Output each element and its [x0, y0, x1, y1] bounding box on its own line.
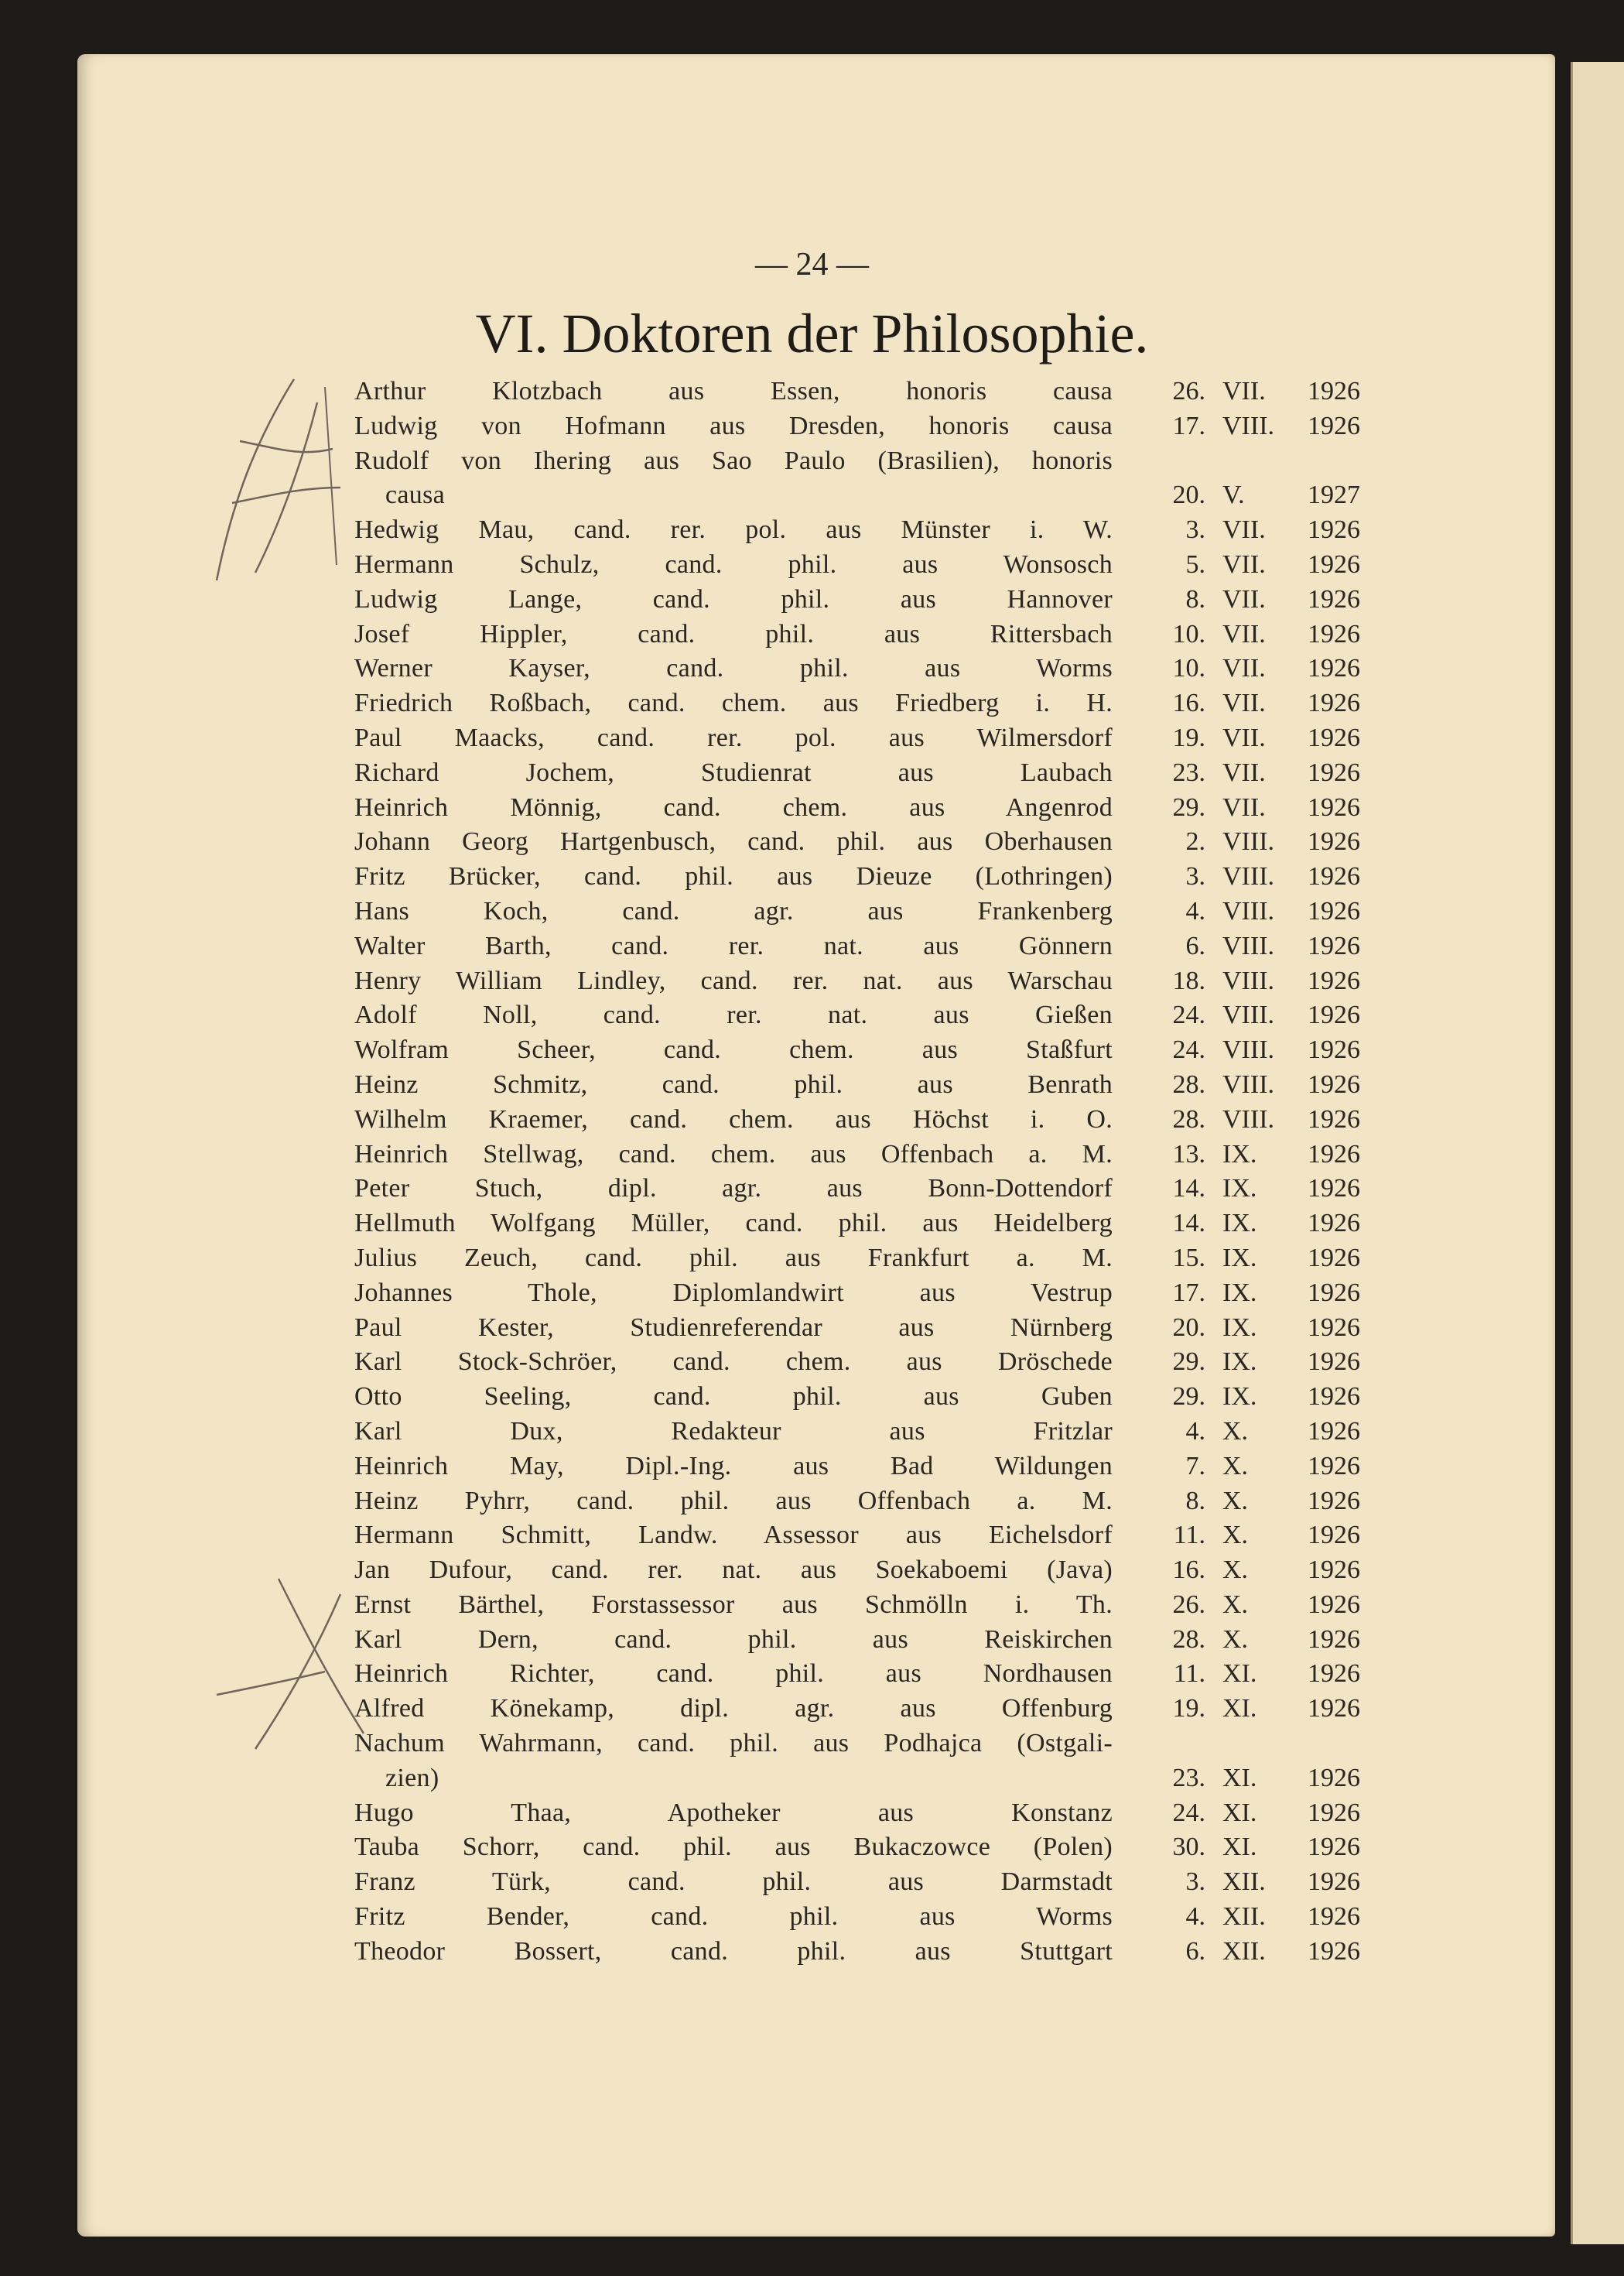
list-item: [354, 1276, 1360, 1311]
date-year: 1926: [1308, 619, 1360, 649]
entry-name: Hugo Thaa, Apotheker aus Konstanz: [354, 1798, 1113, 1827]
date-day: 28.: [1172, 1624, 1205, 1654]
date-day: 29.: [1172, 792, 1205, 822]
date-day: 26.: [1172, 377, 1205, 406]
date-month: XI.: [1222, 1798, 1257, 1827]
date-day: 13.: [1172, 1139, 1205, 1169]
date-month: VII.: [1222, 584, 1266, 614]
date-month: XI.: [1222, 1694, 1257, 1723]
date-day: 16.: [1172, 1556, 1205, 1585]
date-year: 1926: [1308, 1486, 1360, 1515]
date-year: 1926: [1308, 1556, 1360, 1585]
entry-name: Karl Stock-Schröer, cand. chem. aus Dröschede: [354, 1347, 1113, 1377]
entry-name: Johannes Thole, Diplomlandwirt aus Vestrup: [354, 1278, 1113, 1307]
date-month: IX.: [1222, 1313, 1257, 1342]
entry-name: Julius Zeuch, cand. phil. aus Frankfurt a. M.: [354, 1243, 1113, 1272]
date-day: 17.: [1172, 411, 1205, 440]
date-day: 20.: [1172, 481, 1205, 510]
date-day: 14.: [1172, 1209, 1205, 1238]
entry-name: Rudolf von Ihering aus Sao Paulo (Brasilien), honoris: [354, 446, 1113, 475]
date-month: VII.: [1222, 689, 1266, 718]
entry-name: Johann Georg Hartgenbusch, cand. phil. aus Oberhausen: [354, 827, 1113, 857]
list-item: [354, 1900, 1360, 1935]
list-item: [354, 1415, 1360, 1449]
entry-name: Heinz Pyhrr, cand. phil. aus Offenbach a. M.: [354, 1486, 1113, 1515]
date-year: 1926: [1308, 1451, 1360, 1480]
date-year: 1926: [1308, 723, 1360, 752]
date-year: 1926: [1308, 515, 1360, 545]
date-day: 7.: [1185, 1451, 1205, 1480]
date-day: 14.: [1172, 1174, 1205, 1203]
date-year: 1926: [1308, 549, 1360, 579]
list-item: [354, 1241, 1360, 1276]
date-month: IX.: [1222, 1278, 1257, 1307]
date-month: VII.: [1222, 792, 1266, 822]
date-year: 1926: [1308, 1278, 1360, 1307]
entry-name: Josef Hippler, cand. phil. aus Rittersbach: [354, 619, 1113, 649]
date-day: 6.: [1185, 1936, 1205, 1966]
list-item: [354, 1206, 1360, 1241]
date-year: 1926: [1308, 411, 1360, 440]
date-day: 20.: [1172, 1313, 1205, 1342]
date-month: X.: [1222, 1416, 1249, 1446]
date-month: X.: [1222, 1521, 1249, 1550]
list-item: [354, 1103, 1360, 1138]
entry-name: Heinrich May, Dipl.-Ing. aus Bad Wildungen: [354, 1451, 1113, 1480]
list-item: [354, 583, 1360, 618]
entry-name: Arthur Klotzbach aus Essen, honoris causa: [354, 377, 1113, 406]
entry-name: Wilhelm Kraemer, cand. chem. aus Höchst i. O.: [354, 1104, 1113, 1134]
entry-name: Hellmuth Wolfgang Müller, cand. phil. aus Heidelberg: [354, 1209, 1113, 1238]
date-year: 1926: [1308, 862, 1360, 892]
entry-name: Wolfram Scheer, cand. chem. aus Staßfurt: [354, 1035, 1113, 1065]
list-item: [354, 860, 1360, 895]
date-day: 28.: [1172, 1104, 1205, 1134]
entry-name: Heinz Schmitz, cand. phil. aus Benrath: [354, 1070, 1113, 1099]
date-year: 1926: [1308, 1867, 1360, 1897]
date-year: 1926: [1308, 1833, 1360, 1862]
list-item: [354, 409, 1360, 444]
date-month: VIII.: [1222, 1035, 1275, 1065]
date-year: 1926: [1308, 689, 1360, 718]
date-day: 4.: [1185, 1902, 1205, 1932]
list-item: [354, 895, 1360, 929]
date-year: 1926: [1308, 827, 1360, 857]
date-month: XI.: [1222, 1659, 1257, 1689]
date-day: 17.: [1172, 1278, 1205, 1307]
date-year: 1926: [1308, 584, 1360, 614]
entry-name: Henry William Lindley, cand. rer. nat. aus Warschau: [354, 966, 1113, 995]
date-day: 30.: [1172, 1833, 1205, 1862]
date-year: 1926: [1308, 654, 1360, 683]
list-item: [354, 1657, 1360, 1692]
date-year: 1926: [1308, 1694, 1360, 1723]
date-day: 19.: [1172, 723, 1205, 752]
entry-name: Friedrich Roßbach, cand. chem. aus Friedberg i. H.: [354, 689, 1113, 718]
list-item: [354, 618, 1360, 652]
date-month: XI.: [1222, 1763, 1257, 1792]
entry-name: Adolf Noll, cand. rer. nat. aus Gießen: [354, 1001, 1113, 1030]
date-month: V.: [1222, 481, 1245, 510]
date-day: 8.: [1185, 584, 1205, 614]
date-day: 10.: [1172, 619, 1205, 649]
date-year: 1926: [1308, 931, 1360, 960]
list-item: [354, 964, 1360, 999]
list-item: [354, 1172, 1360, 1206]
entry-name-continuation: causa: [385, 481, 446, 510]
date-day: 11.: [1173, 1659, 1205, 1689]
date-day: 6.: [1185, 931, 1205, 960]
date-day: 18.: [1172, 966, 1205, 995]
date-month: VIII.: [1222, 1001, 1275, 1030]
entry-name: Franz Türk, cand. phil. aus Darmstadt: [354, 1867, 1113, 1897]
section-title: VI. Doktoren der Philosophie.: [475, 303, 1149, 365]
date-year: 1926: [1308, 792, 1360, 822]
list-item: [354, 1518, 1360, 1553]
entry-name: Heinrich Mönnig, cand. chem. aus Angenrod: [354, 792, 1113, 822]
date-day: 4.: [1185, 896, 1205, 926]
date-month: X.: [1222, 1486, 1249, 1515]
date-month: X.: [1222, 1590, 1249, 1619]
date-month: IX.: [1222, 1243, 1257, 1272]
list-item: [354, 513, 1360, 548]
list-item: [354, 1588, 1360, 1623]
date-year: 1926: [1308, 1347, 1360, 1377]
date-month: IX.: [1222, 1209, 1257, 1238]
list-item: [354, 1553, 1360, 1588]
date-day: 24.: [1172, 1001, 1205, 1030]
date-month: VIII.: [1222, 1104, 1275, 1134]
date-year: 1926: [1308, 1659, 1360, 1689]
date-month: XII.: [1222, 1867, 1266, 1897]
date-month: IX.: [1222, 1139, 1257, 1169]
list-item: [354, 1727, 1360, 1796]
date-day: 23.: [1172, 1763, 1205, 1792]
entry-name: Ludwig von Hofmann aus Dresden, honoris causa: [354, 411, 1113, 440]
list-item: [354, 1068, 1360, 1103]
date-year: 1926: [1308, 896, 1360, 926]
list-item: [354, 1449, 1360, 1484]
list-item: [354, 1830, 1360, 1865]
entry-name: Nachum Wahrmann, cand. phil. aus Podhajca (Ostgali-: [354, 1729, 1113, 1758]
date-day: 8.: [1185, 1486, 1205, 1515]
pencil-annotation-bottom: [209, 1563, 395, 1764]
entry-name: Fritz Brücker, cand. phil. aus Dieuze (Lothringen): [354, 862, 1113, 892]
date-day: 23.: [1172, 758, 1205, 787]
date-year: 1926: [1308, 1382, 1360, 1412]
date-year: 1926: [1308, 1174, 1360, 1203]
entry-name: Heinrich Richter, cand. phil. aus Nordhausen: [354, 1659, 1113, 1689]
date-month: XII.: [1222, 1936, 1266, 1966]
date-year: 1926: [1308, 1001, 1360, 1030]
entry-name: Alfred Könekamp, dipl. agr. aus Offenburg: [354, 1694, 1113, 1723]
entry-name: Peter Stuch, dipl. agr. aus Bonn-Dottendorf: [354, 1174, 1113, 1203]
list-item: [354, 721, 1360, 756]
date-year: 1926: [1308, 966, 1360, 995]
doctorate-list: [354, 375, 1360, 1970]
date-year: 1926: [1308, 1902, 1360, 1932]
date-year: 1926: [1308, 1070, 1360, 1099]
date-month: VIII.: [1222, 827, 1275, 857]
list-item: [354, 1935, 1360, 1970]
list-item: [354, 1865, 1360, 1900]
date-day: 19.: [1172, 1694, 1205, 1723]
date-year: 1927: [1308, 481, 1360, 510]
date-day: 15.: [1172, 1243, 1205, 1272]
list-item: [354, 444, 1360, 514]
list-item: [354, 1692, 1360, 1727]
list-item: [354, 1796, 1360, 1831]
date-day: 24.: [1172, 1035, 1205, 1065]
date-month: VIII.: [1222, 896, 1275, 926]
entry-name: Paul Kester, Studienreferendar aus Nürnberg: [354, 1313, 1113, 1342]
list-item: [354, 375, 1360, 409]
date-day: 2.: [1185, 827, 1205, 857]
list-item: [354, 1138, 1360, 1172]
page-number: — 24 —: [755, 247, 869, 282]
date-month: X.: [1222, 1624, 1249, 1654]
entry-name: Ludwig Lange, cand. phil. aus Hannover: [354, 584, 1113, 614]
entry-name: Hedwig Mau, cand. rer. pol. aus Münster i. W.: [354, 515, 1113, 545]
date-month: VIII.: [1222, 862, 1275, 892]
date-year: 1926: [1308, 1035, 1360, 1065]
date-year: 1926: [1308, 1624, 1360, 1654]
entry-name: Theodor Bossert, cand. phil. aus Stuttgart: [354, 1936, 1113, 1966]
date-year: 1926: [1308, 1763, 1360, 1792]
entry-name: Heinrich Stellwag, cand. chem. aus Offenbach a. M.: [354, 1139, 1113, 1169]
entry-name: Fritz Bender, cand. phil. aus Worms: [354, 1902, 1113, 1932]
list-item: [354, 686, 1360, 721]
entry-name: Jan Dufour, cand. rer. nat. aus Soekaboemi (Java): [354, 1556, 1113, 1585]
date-month: XI.: [1222, 1833, 1257, 1862]
date-month: X.: [1222, 1556, 1249, 1585]
date-year: 1926: [1308, 1313, 1360, 1342]
date-month: VII.: [1222, 377, 1266, 406]
entry-name: Paul Maacks, cand. rer. pol. aus Wilmersdorf: [354, 723, 1113, 752]
date-day: 24.: [1172, 1798, 1205, 1827]
date-month: VIII.: [1222, 411, 1275, 440]
date-day: 3.: [1185, 515, 1205, 545]
date-month: IX.: [1222, 1382, 1257, 1412]
date-year: 1926: [1308, 377, 1360, 406]
list-item: [354, 548, 1360, 583]
date-day: 29.: [1172, 1382, 1205, 1412]
entry-name: Tauba Schorr, cand. phil. aus Bukaczowce (Polen): [354, 1833, 1113, 1862]
date-day: 16.: [1172, 689, 1205, 718]
date-day: 3.: [1185, 1867, 1205, 1897]
entry-name: Walter Barth, cand. rer. nat. aus Gönnern: [354, 931, 1113, 960]
date-year: 1926: [1308, 1139, 1360, 1169]
entry-name: Karl Dern, cand. phil. aus Reiskirchen: [354, 1624, 1113, 1654]
list-item: [354, 1380, 1360, 1415]
date-year: 1926: [1308, 1521, 1360, 1550]
date-month: VII.: [1222, 515, 1266, 545]
list-item: [354, 652, 1360, 686]
date-day: 5.: [1185, 549, 1205, 579]
list-item: [354, 998, 1360, 1033]
list-item: [354, 1484, 1360, 1519]
date-day: 11.: [1173, 1521, 1205, 1550]
entry-name: Hermann Schmitt, Landw. Assessor aus Eichelsdorf: [354, 1521, 1113, 1550]
list-item: [354, 756, 1360, 791]
list-item: [354, 1345, 1360, 1380]
date-year: 1926: [1308, 1590, 1360, 1619]
date-month: X.: [1222, 1451, 1249, 1480]
date-day: 4.: [1185, 1416, 1205, 1446]
date-month: VII.: [1222, 758, 1266, 787]
date-year: 1926: [1308, 1209, 1360, 1238]
date-day: 10.: [1172, 654, 1205, 683]
entry-name: Hans Koch, cand. agr. aus Frankenberg: [354, 896, 1113, 926]
entry-name: Hermann Schulz, cand. phil. aus Wonsosch: [354, 549, 1113, 579]
date-day: 29.: [1172, 1347, 1205, 1377]
date-month: VII.: [1222, 654, 1266, 683]
date-month: VII.: [1222, 549, 1266, 579]
entry-name: Werner Kayser, cand. phil. aus Worms: [354, 654, 1113, 683]
date-year: 1926: [1308, 1798, 1360, 1827]
list-item: [354, 825, 1360, 860]
date-year: 1926: [1308, 1416, 1360, 1446]
pencil-annotation-top: [209, 371, 364, 604]
entry-name: Richard Jochem, Studienrat aus Laubach: [354, 758, 1113, 787]
list-item: [354, 791, 1360, 826]
date-year: 1926: [1308, 1104, 1360, 1134]
date-day: 3.: [1185, 862, 1205, 892]
date-year: 1926: [1308, 1936, 1360, 1966]
list-item: [354, 1033, 1360, 1068]
date-month: VIII.: [1222, 966, 1275, 995]
date-month: IX.: [1222, 1347, 1257, 1377]
adjacent-page-edge: [1571, 62, 1624, 2244]
entry-name: Karl Dux, Redakteur aus Fritzlar: [354, 1416, 1113, 1446]
entry-name: Otto Seeling, cand. phil. aus Guben: [354, 1382, 1113, 1412]
date-day: 26.: [1172, 1590, 1205, 1619]
list-item: [354, 929, 1360, 964]
date-month: VIII.: [1222, 931, 1275, 960]
entry-name: Ernst Bärthel, Forstassessor aus Schmölln i. Th.: [354, 1590, 1113, 1619]
date-year: 1926: [1308, 758, 1360, 787]
date-month: VII.: [1222, 723, 1266, 752]
date-year: 1926: [1308, 1243, 1360, 1272]
date-month: VIII.: [1222, 1070, 1275, 1099]
date-month: XII.: [1222, 1902, 1266, 1932]
list-item: [354, 1623, 1360, 1658]
date-day: 28.: [1172, 1070, 1205, 1099]
date-month: IX.: [1222, 1174, 1257, 1203]
date-month: VII.: [1222, 619, 1266, 649]
list-item: [354, 1311, 1360, 1346]
entry-name-continuation: zien): [385, 1763, 439, 1792]
